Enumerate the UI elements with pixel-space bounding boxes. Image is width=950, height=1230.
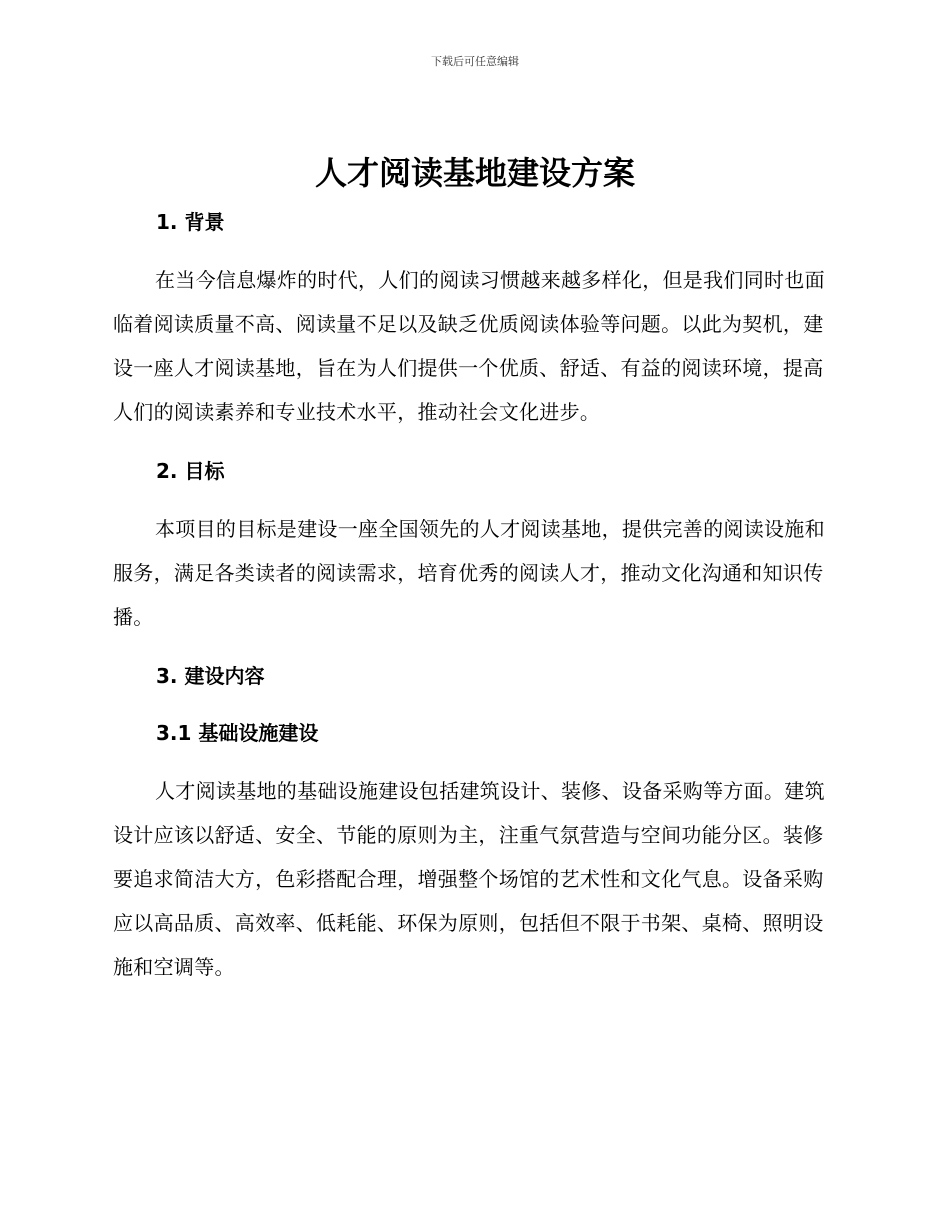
- section-heading-background: 1. 背景: [156, 210, 225, 234]
- section-paragraph-background: 在当今信息爆炸的时代，人们的阅读习惯越来越多样化，但是我们同时也面临着阅读质量不高、阅读量不足以及缺乏优质阅读体验等问题。以此为契机，建设一座人才阅读基地，旨在为人们提供一个优质、舒适、有益的阅读环境，提高人们的阅读素养和专业技术水平，推动社会文化进步。: [113, 268, 825, 424]
- document-title: 人才阅读基地建设方案: [314, 154, 635, 192]
- section-paragraph-goal: 本项目的目标是建设一座全国领先的人才阅读基地，提供完善的阅读设施和服务，满足各类读者的阅读需求，培育优秀的阅读人才，推动文化沟通和知识传播。: [113, 517, 825, 629]
- header-note: 下载后可任意编辑: [431, 55, 519, 68]
- section-heading-construction: 3. 建设内容: [156, 664, 265, 688]
- section-heading-infrastructure: 3.1 基础设施建设: [156, 721, 319, 745]
- section-heading-goal: 2. 目标: [156, 459, 225, 483]
- section-paragraph-infrastructure: 人才阅读基地的基础设施建设包括建筑设计、装修、设备采购等方面。建筑设计应该以舒适、安全、节能的原则为主，注重气氛营造与空间功能分区。装修要追求简洁大方，色彩搭配合理，增强整个场馆的艺术性和文化气息。设备采购应以高品质、高效率、低耗能、环保为原则，包括但不限于书架、桌椅、照明设施和空调等。: [113, 779, 825, 979]
